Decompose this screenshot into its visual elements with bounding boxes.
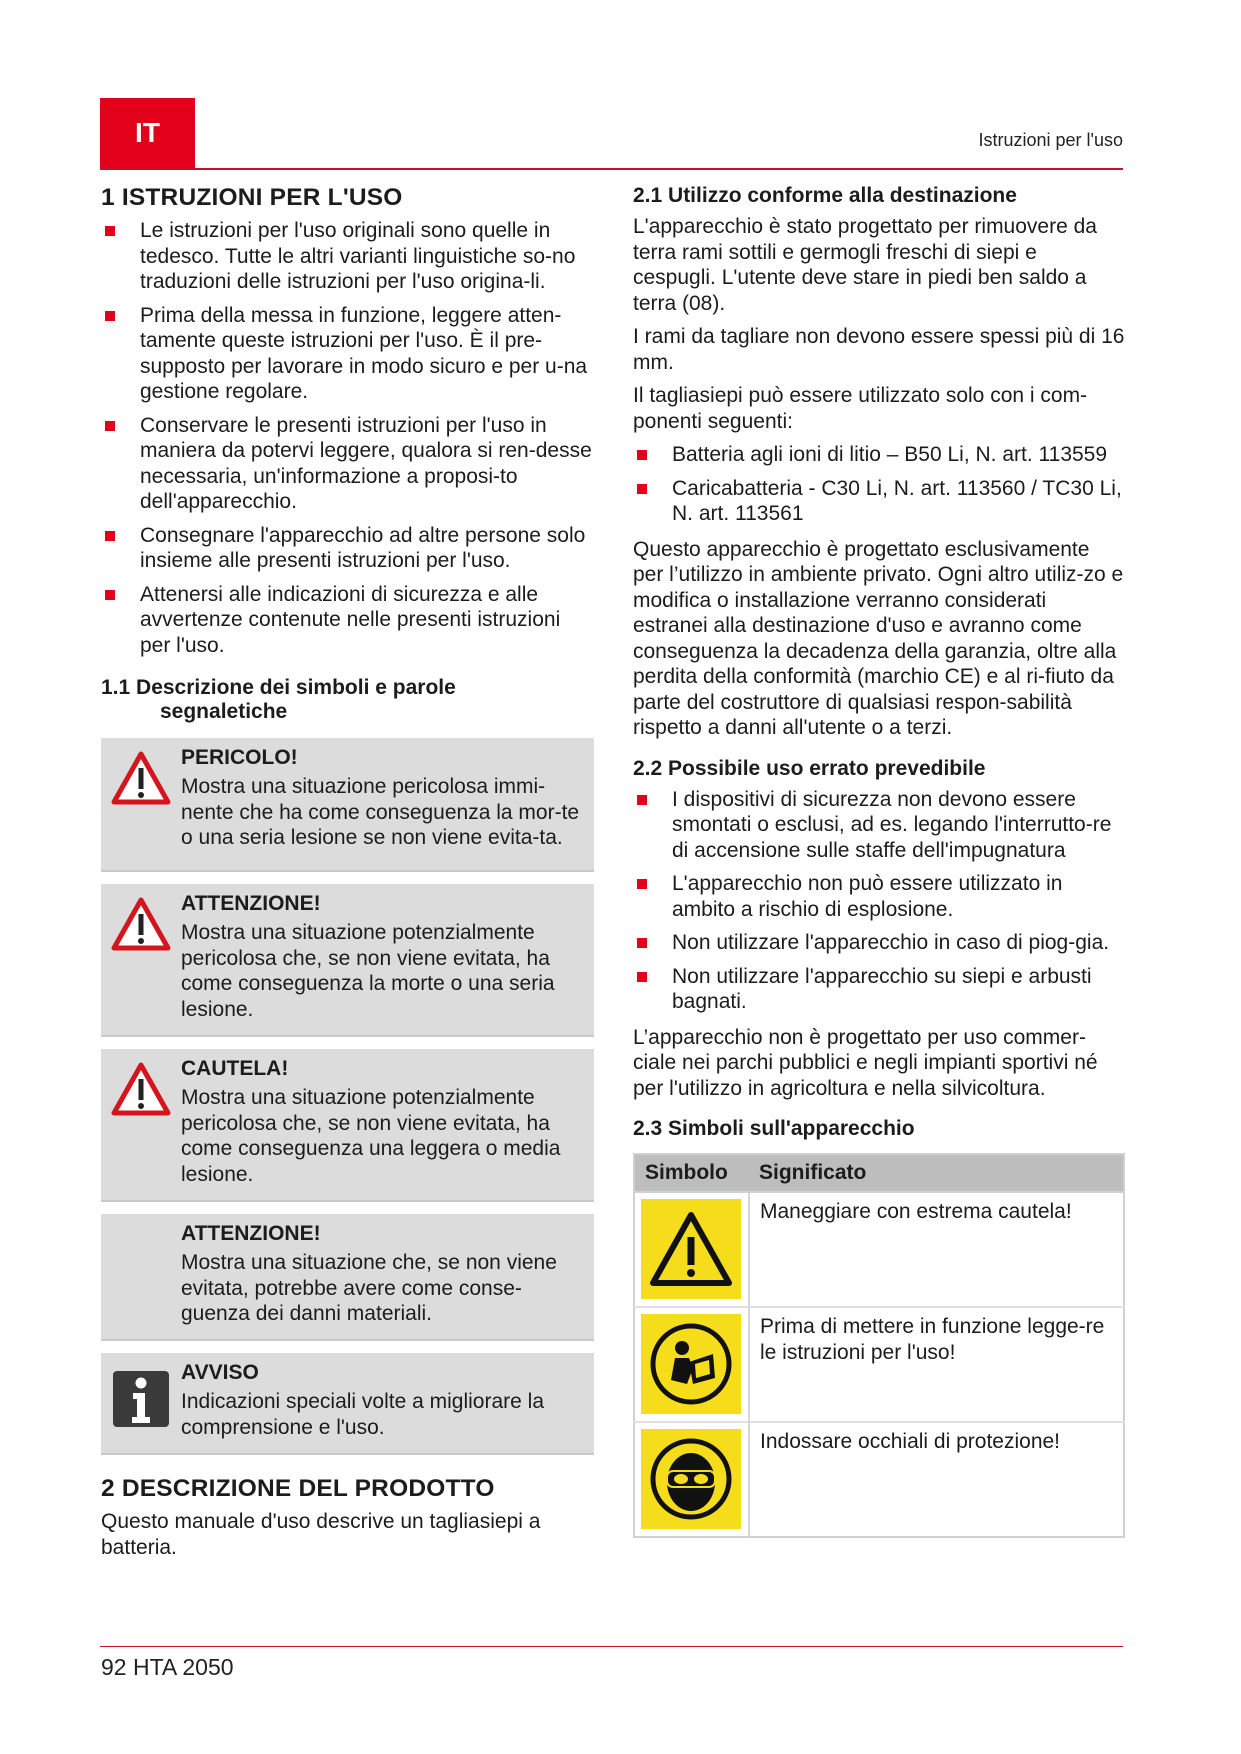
language-tab bbox=[100, 98, 195, 168]
safety-goggles-icon bbox=[641, 1429, 741, 1529]
bullet-icon bbox=[105, 531, 115, 541]
misuse-list bbox=[633, 787, 1125, 1015]
list-item-text: Conservare le presenti istruzioni per l'uso in maniera da potervi leggere, qualora si ren-desse necessaria, un'informazione a proposi-to dell'apparecchio. bbox=[140, 413, 592, 513]
section-1-title: 1 ISTRUZIONI PER L'USO bbox=[101, 184, 403, 211]
bullet-icon bbox=[637, 484, 647, 494]
notice-attention-material bbox=[101, 1214, 594, 1341]
footer-divider bbox=[100, 1646, 1123, 1647]
section-2-text: Questo manuale d'uso descrive un tagliasiepi a batteria. bbox=[101, 1510, 541, 1559]
warning-triangle-icon bbox=[111, 896, 171, 952]
bullet-icon bbox=[105, 226, 115, 236]
notice-title: PERICOLO! bbox=[181, 746, 298, 769]
bullet-icon bbox=[637, 938, 647, 948]
header-divider bbox=[100, 168, 1123, 170]
list-item-text: L'apparecchio non può essere utilizzato in ambito a rischio di esplosione. bbox=[672, 872, 1063, 921]
language-code: IT bbox=[135, 117, 160, 148]
symbol-cell bbox=[634, 1192, 749, 1307]
list-item bbox=[101, 303, 594, 405]
table-header-row bbox=[634, 1154, 1124, 1192]
list-item-text: I dispositivi di sicurezza non devono essere smontati o esclusi, ad es. legando l'interrutto-re di accensione sulle staffe dell'impugnatura bbox=[672, 787, 1112, 862]
paragraph: Il tagliasiepi può essere utilizzato solo con i com-ponenti seguenti: bbox=[633, 384, 1088, 433]
notice-title: ATTENZIONE! bbox=[181, 1222, 321, 1245]
table-header-meaning: Significato bbox=[749, 1154, 1124, 1192]
section-1-1-title-line1: 1.1 Descrizione dei simboli e parole bbox=[101, 676, 456, 699]
list-item bbox=[101, 413, 594, 515]
right-column bbox=[633, 184, 1125, 1538]
notice-danger bbox=[101, 738, 594, 872]
warning-triangle-icon bbox=[111, 1061, 171, 1117]
info-icon bbox=[111, 1369, 171, 1429]
notice-title: CAUTELA! bbox=[181, 1057, 289, 1080]
paragraph: Questo apparecchio è progettato esclusivamente per l’utilizzo in ambiente privato. Ogni altro utiliz-zo e modifica o installazione verranno considerati estranei alla destinazione d'uso e avranno come conseguenza la decadenza della garanzia, oltre alla perdita della conformità (marchio CE) e al ri-fiuto da parte del costruttore di qualsiasi respon-sabilità rispetto a danni all'utente o a terzi. bbox=[633, 537, 1124, 739]
list-item-text: Consegnare l'apparecchio ad altre persone solo insieme alle presenti istruzioni per l'uso. bbox=[140, 523, 586, 572]
bullet-icon bbox=[105, 590, 115, 600]
list-item bbox=[633, 787, 1125, 864]
footer-page-label: 92 HTA 2050 bbox=[101, 1654, 234, 1680]
meaning-cell: Indossare occhiali di protezione! bbox=[749, 1422, 1124, 1537]
section-2-title: 2 DESCRIZIONE DEL PRODOTTO bbox=[101, 1475, 495, 1502]
section-2-2-title: 2.2 Possibile uso errato prevedibile bbox=[633, 756, 986, 780]
left-column bbox=[101, 184, 594, 1568]
list-item-text: Caricabatteria - C30 Li, N. art. 113560 / TC30 Li, N. art. 113561 bbox=[672, 476, 1122, 525]
bullet-icon bbox=[105, 311, 115, 321]
list-item-text: Attenersi alle indicazioni di sicurezza e alle avvertenze contenute nelle presenti istruzioni per l'uso. bbox=[140, 582, 561, 657]
section-1-1-title bbox=[101, 676, 594, 724]
notice-info bbox=[101, 1353, 594, 1455]
list-item-text: Le istruzioni per l'uso originali sono quelle in tedesco. Tutte le altri varianti linguistiche so-no traduzioni delle istruzioni per l'uso origina-li. bbox=[140, 219, 576, 293]
list-item-text: Prima della messa in funzione, leggere atten-tamente queste istruzioni per l'uso. È il pre-supposto per lavorare in modo sicuro e per u-na gestione regolare. bbox=[140, 303, 588, 403]
list-item bbox=[101, 523, 594, 574]
list-item bbox=[101, 218, 594, 295]
paragraph: L'apparecchio è stato progettato per rimuovere da terra rami sottili e germogli freschi di siepi e cespugli. L'utente deve stare in piedi ben saldo a terra (08). bbox=[633, 215, 1097, 315]
notice-text: Mostra una situazione potenzialmente pericolosa che, se non viene evitata, ha come conseguenza una leggera o media lesione. bbox=[181, 1086, 561, 1186]
components-list bbox=[633, 442, 1125, 527]
symbol-cell bbox=[634, 1422, 749, 1537]
section-2-3-title: 2.3 Simboli sull'apparecchio bbox=[633, 1117, 915, 1140]
list-item bbox=[633, 871, 1125, 922]
bullet-icon bbox=[637, 972, 647, 982]
paragraph: I rami da tagliare non devono essere spessi più di 16 mm. bbox=[633, 325, 1125, 374]
notice-title: ATTENZIONE! bbox=[181, 892, 321, 915]
notice-caution bbox=[101, 1049, 594, 1202]
list-item bbox=[633, 964, 1125, 1015]
notice-text: Indicazioni speciali volte a migliorare la comprensione e l'uso. bbox=[181, 1390, 545, 1439]
list-item bbox=[633, 476, 1125, 527]
warning-triangle-icon bbox=[111, 750, 171, 806]
list-item-text: Non utilizzare l'apparecchio in caso di piog-gia. bbox=[672, 931, 1110, 954]
header-title: Istruzioni per l'uso bbox=[978, 130, 1123, 150]
notice-text: Mostra una situazione che, se non viene evitata, potrebbe avere come conse-guenza dei danni materiali. bbox=[181, 1251, 557, 1325]
section-1-1-title-line2: segnaletiche bbox=[160, 700, 288, 723]
symbols-table bbox=[633, 1153, 1125, 1538]
section-1-list bbox=[101, 218, 594, 658]
notice-text: Mostra una situazione pericolosa immi-nente che ha come conseguenza la mor-te o una seria lesione se non viene evita-ta. bbox=[181, 775, 580, 849]
table-header-symbol: Simbolo bbox=[634, 1154, 749, 1192]
list-item-text: Batteria agli ioni di litio – B50 Li, N. art. 113559 bbox=[672, 443, 1108, 466]
caution-warning-icon bbox=[641, 1199, 741, 1299]
table-row bbox=[634, 1422, 1124, 1537]
meaning-cell: Maneggiare con estrema cautela! bbox=[749, 1192, 1124, 1307]
section-2-1-title: 2.1 Utilizzo conforme alla destinazione bbox=[633, 184, 1017, 207]
notice-warning bbox=[101, 884, 594, 1037]
bullet-icon bbox=[637, 879, 647, 889]
bullet-icon bbox=[637, 795, 647, 805]
list-item bbox=[101, 582, 594, 659]
table-row bbox=[634, 1192, 1124, 1307]
list-item bbox=[633, 930, 1125, 956]
read-manual-icon bbox=[641, 1314, 741, 1414]
meaning-cell: Prima di mettere in funzione legge-re le istruzioni per l'uso! bbox=[749, 1307, 1124, 1422]
bullet-icon bbox=[105, 421, 115, 431]
list-item bbox=[633, 442, 1125, 468]
notice-title: AVVISO bbox=[181, 1361, 259, 1384]
list-item-text: Non utilizzare l'apparecchio su siepi e arbusti bagnati. bbox=[672, 964, 1092, 1013]
table-row bbox=[634, 1307, 1124, 1422]
symbol-cell bbox=[634, 1307, 749, 1422]
notice-text: Mostra una situazione potenzialmente pericolosa che, se non viene evitata, ha come conseguenza la morte o una seria lesione. bbox=[181, 921, 555, 1021]
bullet-icon bbox=[637, 450, 647, 460]
paragraph: L’apparecchio non è progettato per uso commer-ciale nei parchi pubblici e negli impianti sportivi né per l'utilizzo in agricoltura e nella silvicoltura. bbox=[633, 1025, 1098, 1100]
